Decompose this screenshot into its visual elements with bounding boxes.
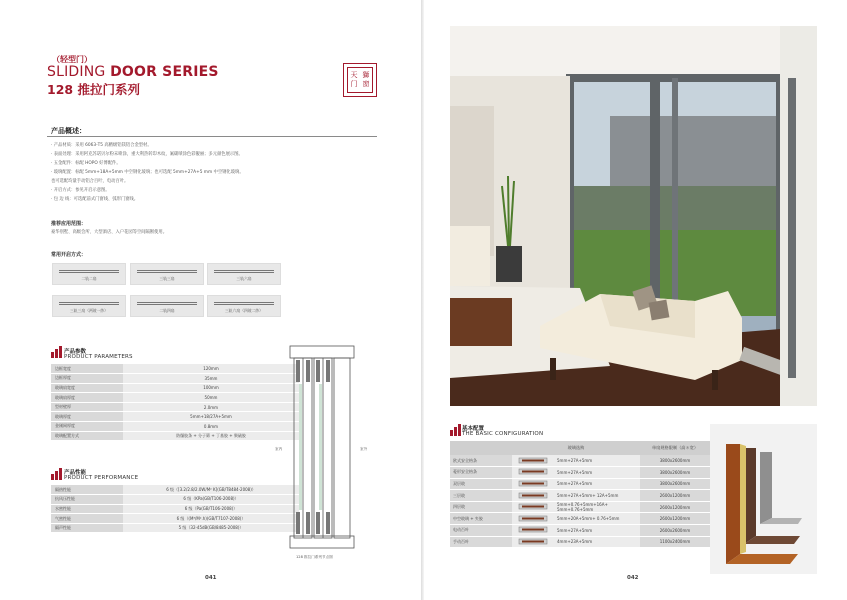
params-title-zh: 产品参数 [64,349,87,355]
performance-row-label: 隔热性能 [51,485,123,495]
config-type: 菱形安全格条 [450,467,512,479]
performance-row-label: 隔声性能 [51,523,123,533]
section-caption: 128 推拉门系列节点图 [296,555,333,559]
params-row-label: 玻璃扇宽度 [51,383,123,393]
params-row [51,422,299,432]
config-title-en: THE BASIC CONFIGURATION [462,431,544,437]
params-row [51,364,299,374]
config-size-limit: 1100x2400mm [640,536,710,548]
performance-row-label: 水密性能 [51,504,123,514]
performance-row [51,485,299,495]
opening-diagram [207,295,281,317]
performance-title-zh: 产品性能 [64,470,87,476]
performance-row-value: 6 级（KPa(GB/T106-2008)） [123,495,299,505]
glass-swatch-icon [512,490,554,502]
overview-item: 也可选配均量手动铝合百叶，电动百叶。 [51,179,129,184]
config-size-limit: 2600x1200mm [640,513,710,525]
config-type: 中空玻璃 + 夹胶 [450,513,512,525]
opening-label: 三轨三扇 [159,276,175,281]
config-type: 双层玻 [450,478,512,490]
config-row [450,525,710,537]
params-row-value: 120mm [123,364,299,374]
outdoor-label: 室外 [360,447,368,451]
performance-row-value: 6 级（[3.2/2.8/2.0W/M² K](GB/T8484-2008)） [123,485,299,495]
config-type: 四层玻 [450,501,512,513]
config-type: 手动百叶 [450,536,512,548]
performance-row-label: 气密性能 [51,514,123,524]
page-number-left: 041 [205,575,217,581]
params-row-value: 0.8mm [123,422,299,432]
indoor-label: 室内 [275,447,283,451]
page-number-right: 042 [627,575,639,581]
config-size-limit: 2600x1200mm [640,490,710,502]
params-row-value: 35mm [123,374,299,384]
model-title: 128 推拉门系列 [47,82,140,97]
performance-row-value: 6 级（(M³/M².h)(GB/T7107-2008)） [123,514,299,524]
overview-item: · 五金配件：标配 HOPO 好博配件。 [51,161,121,166]
opening-label: 三轨三扇（两玻一纱） [70,308,108,313]
config-table [450,441,710,548]
series-title-bold: DOOR SERIES [110,64,219,80]
config-row [450,501,710,513]
params-row-value: 100mm [123,383,299,393]
opening-label: 二轨四扇 [159,308,175,313]
application-text: 豪华别墅、高级会所、大型酒店、入户花园等空间隔断使用。 [51,230,168,235]
params-table [51,364,299,441]
opening-diagram [130,295,204,317]
config-header-glass: 玻璃选购 [512,441,640,455]
params-row-value: 50mm [123,393,299,403]
config-type: 电动百叶 [450,525,512,537]
config-header-row [450,441,710,455]
config-row [450,513,710,525]
config-title-zh: 基本配置 [462,426,485,432]
profile-sample-photo [710,424,817,574]
config-glass-spec: 5mm+27A+5mm [554,467,640,479]
config-glass-spec: 5mm+0.76+5mm+16A+ 5mm+0.76+5mm [554,501,640,513]
opening-diagram [52,295,126,317]
params-row [51,431,299,441]
opening-diagram [52,263,126,285]
overview-item: · 玻璃配置：标配 5mm+18A+5mm 中空钢化玻璃；也可选配 5mm+27A+5 mm 中空钢化玻璃。 [51,170,244,175]
params-row-value: 5mm+18/27A+5mm [123,412,299,422]
right-page [424,0,847,600]
seal-char: 窗 [362,80,370,88]
config-glass-spec: 5mm+27A+5mm+ 12A+5mm [554,490,640,502]
glass-swatch-icon [512,513,554,525]
config-glass-spec: 4mm+23A+5mm [554,536,640,548]
config-type: 欧式安全格条 [450,455,512,467]
params-row [51,374,299,384]
overview-item: · 表面处理：采用阿克苏诺贝尔粉末喷涂，重大利热转印木纹，氟碳喷涂色彩靓丽；多元颜色展示图。 [51,152,243,157]
performance-row-value: 5 级（32-45dB(GB/8485-2008)） [123,523,299,533]
params-row-label: 边框厚度 [51,374,123,384]
seal-char: 獅 [362,71,370,79]
config-glass-spec: 5mm+27A+5mm [554,478,640,490]
series-subtitle: （轻型门） [52,55,92,64]
interior-photo [450,26,817,406]
seal-char: 门 [350,80,358,88]
config-section-icon [450,424,462,436]
config-size-limit: 2600x2600mm [640,525,710,537]
params-row-value: 2.0mm [123,402,299,412]
performance-row [51,504,299,514]
config-row [450,478,710,490]
application-title: 推荐应用范围： [51,221,87,227]
profile-section-drawing [286,344,358,552]
performance-section-icon [51,468,63,480]
config-row [450,490,710,502]
performance-row-label: 抗风压性能 [51,495,123,505]
params-row [51,383,299,393]
glass-swatch-icon [512,467,554,479]
params-section-icon [51,346,63,358]
glass-swatch-icon [512,478,554,490]
params-title-en: PRODUCT PARAMETERS [64,354,133,360]
glass-swatch-icon [512,525,554,537]
config-glass-spec: 5mm+27A+5mm [554,455,640,467]
params-row-label: 玻璃厚度 [51,412,123,422]
params-row-label: 金刚网厚度 [51,422,123,432]
params-row-label: 玻璃配置方式 [51,431,123,441]
opening-label: 三轨六扇 [236,276,252,281]
opening-diagram [207,263,281,285]
config-size-limit: 3800x2600mm [640,478,710,490]
left-page [0,0,423,600]
opening-label: 二轨二扇 [81,276,97,281]
config-header-size: 单扇规格限制（高＊宽） [640,441,710,455]
glass-swatch-icon [512,455,554,467]
config-row [450,455,710,467]
overview-item: · 包 边 线：可选配前式门窗线、弧形门窗线。 [51,197,139,202]
config-type: 三层玻 [450,490,512,502]
config-row [450,536,710,548]
opening-diagram [130,263,204,285]
params-row [51,412,299,422]
config-size-limit: 2600x1200mm [640,501,710,513]
divider [47,136,377,137]
params-row-value: 防爆胶条 + 分子筛 + 丁基胶 + 聚硫胶 [123,431,299,441]
performance-title-en: PRODUCT PERFORMANCE [64,475,139,481]
params-row [51,402,299,412]
series-title-light: SLIDING [47,64,111,80]
overview-item: · 开启方式：参见开启示意图。 [51,188,110,193]
config-glass-spec: 5mm+27A+5mm [554,525,640,537]
brand-seal-logo [343,63,377,97]
glass-swatch-icon [512,501,554,513]
config-size-limit: 3800x2600mm [640,455,710,467]
params-row-label: 玻璃扇厚度 [51,393,123,403]
performance-row [51,514,299,524]
config-glass-spec: 5mm+20A+5mm+ 0.76+5mm [554,513,640,525]
overview-item: · 产品材质：采用 6063-T5 高精级铝镁铝合金型材。 [51,143,152,148]
config-size-limit: 3800x2600mm [640,467,710,479]
config-row [450,467,710,479]
performance-table [51,485,299,533]
performance-row-value: 6 级（Pa(GB/T106-2008)） [123,504,299,514]
series-title [47,64,219,80]
overview-title: 产品概述： [51,127,86,135]
performance-row [51,523,299,533]
opening-label: 三轨六扇（四玻二纱） [225,308,263,313]
glass-swatch-icon [512,536,554,548]
params-row [51,393,299,403]
seal-char: 天 [350,71,358,79]
params-row-label: 边框宽度 [51,364,123,374]
opening-title: 常用开启方式： [51,252,87,258]
params-row-label: 型材壁厚 [51,402,123,412]
config-header-blank [450,441,512,455]
performance-row [51,495,299,505]
